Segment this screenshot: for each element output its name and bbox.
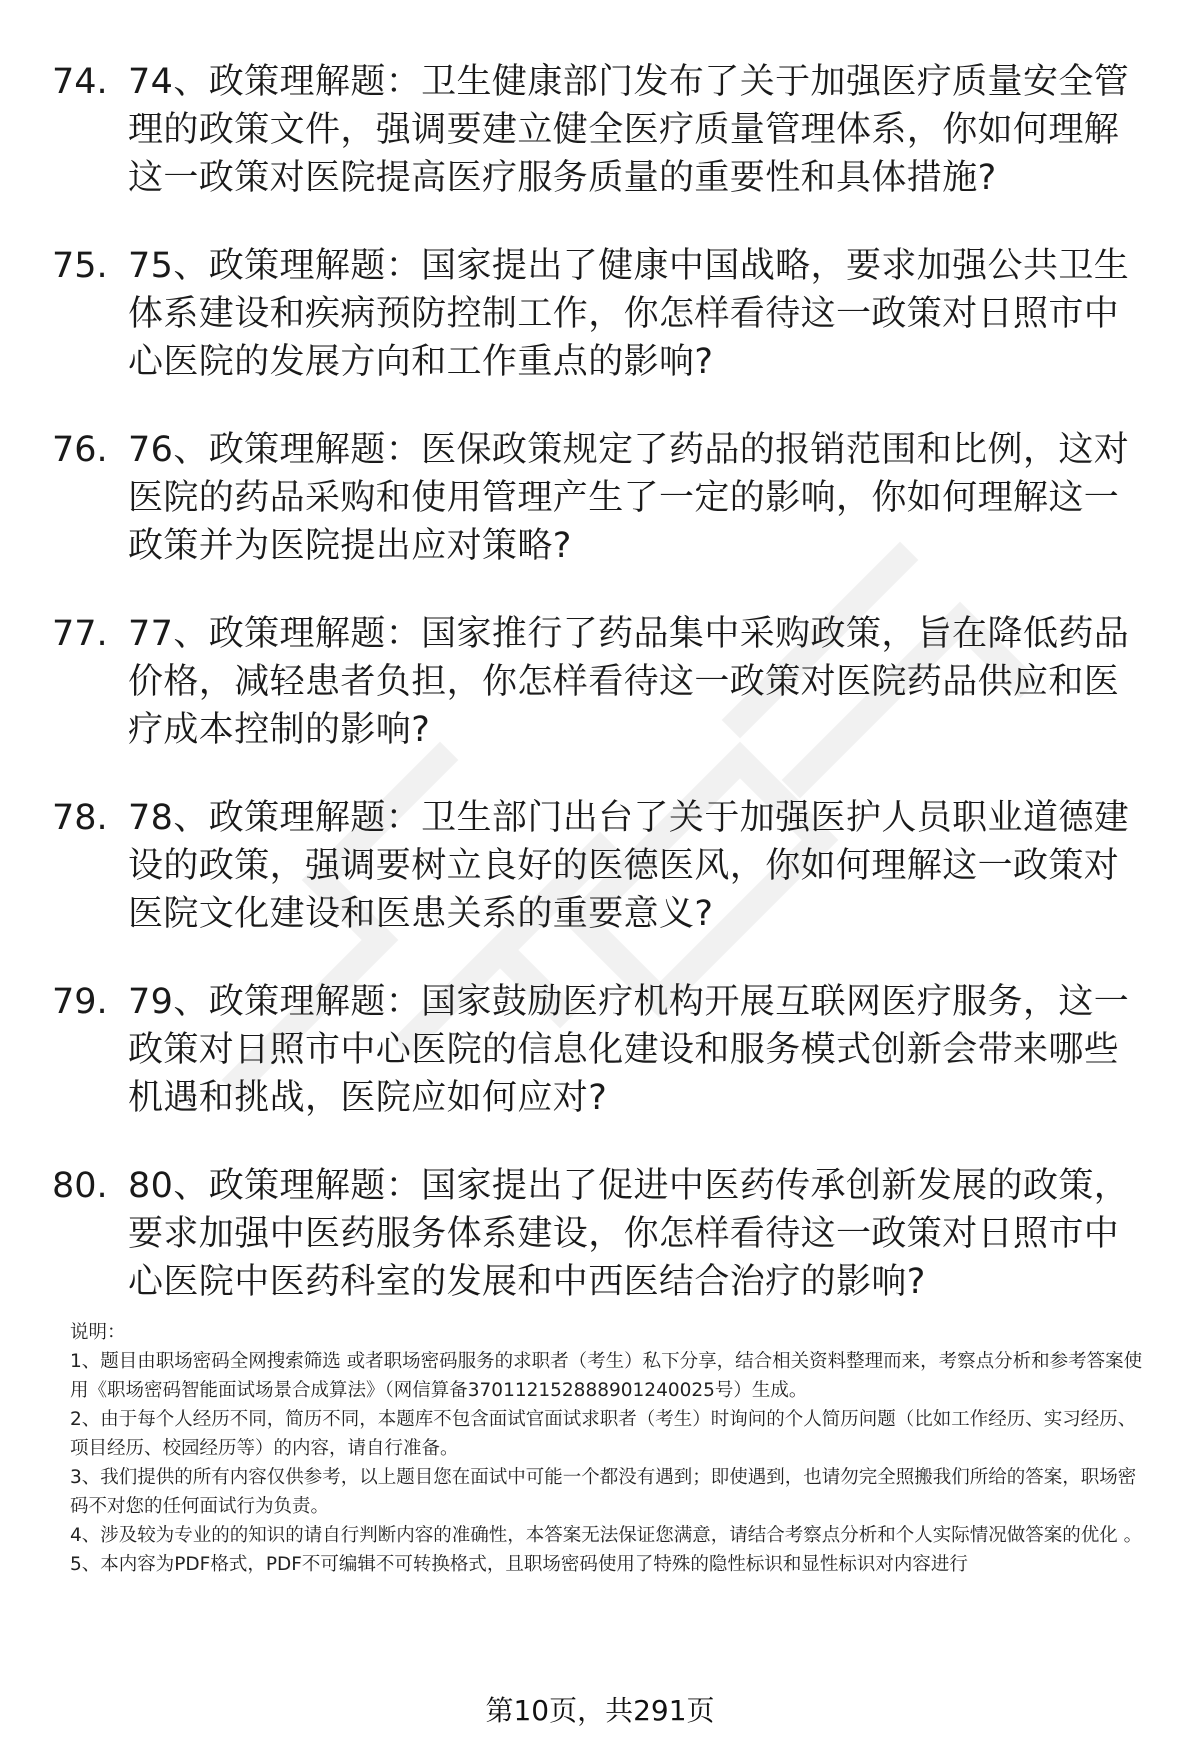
question-number: 80. [52, 1166, 108, 1206]
question-item [52, 978, 1142, 1122]
question-number: 74. [52, 62, 108, 102]
question-item [52, 1162, 1142, 1306]
question-text: 78、政策理解题：卫生部门出台了关于加强医护人员职业道德建设的政策，强调要树立良好的医德医风，你如何理解这一政策对医院文化建设和医患关系的重要意义? [128, 798, 1130, 934]
note-item: 2、由于每个人经历不同，简历不同，本题库不包含面试官面试求职者（考生）时询问的个人简历问题（比如工作经历、实习经历、项目经历、校园经历等）的内容，请自行准备。 [70, 1409, 1137, 1459]
note-item: 1、题目由职场密码全网搜索筛选 或者职场密码服务的求职者（考生）私下分享，结合相关资料整理而来，考察点分析和参考答案使用《职场密码智能面试场景合成算法》（网信算备370112152888901240025号）生成。 [70, 1351, 1143, 1401]
question-text: 80、政策理解题：国家提出了促进中医药传承创新发展的政策，要求加强中医药服务体系建设，你怎样看待这一政策对日照市中心医院中医药科室的发展和中西医结合治疗的影响? [128, 1166, 1130, 1302]
question-text: 77、政策理解题：国家推行了药品集中采购政策，旨在降低药品价格，减轻患者负担，你怎样看待这一政策对医院药品供应和医疗成本控制的影响? [128, 614, 1130, 750]
question-number: 75. [52, 246, 108, 286]
question-item [52, 242, 1142, 386]
note-item: 5、本内容为PDF格式，PDF不可编辑不可转换格式，且职场密码使用了特殊的隐性标识和显性标识对内容进行 [70, 1554, 968, 1575]
question-text: 74、政策理解题：卫生健康部门发布了关于加强医疗质量安全管理的政策文件，强调要建立健全医疗质量管理体系，你如何理解这一政策对医院提高医疗服务质量的重要性和具体措施? [128, 62, 1130, 198]
question-number: 78. [52, 798, 108, 838]
question-number: 76. [52, 430, 108, 470]
question-item [52, 610, 1142, 754]
note-item: 3、我们提供的所有内容仅供参考，以上题目您在面试中可能一个都没有遇到；即使遇到，也请勿完全照搬我们所给的答案，职场密码不对您的任何面试行为负责。 [70, 1467, 1137, 1517]
question-item [52, 426, 1142, 570]
question-text: 79、政策理解题：国家鼓励医疗机构开展互联网医疗服务，这一政策对日照市中心医院的信息化建设和服务模式创新会带来哪些机遇和挑战，医院应如何应对? [128, 982, 1130, 1118]
question-number: 79. [52, 982, 108, 1022]
question-list [52, 58, 1142, 1346]
question-item [52, 58, 1142, 202]
note-item: 4、涉及较为专业的的知识的请自行判断内容的准确性，本答案无法保证您满意，请结合考察点分析和个人实际情况做答案的优化 。 [70, 1525, 1143, 1546]
question-text: 75、政策理解题：国家提出了健康中国战略，要求加强公共卫生体系建设和疾病预防控制工作，你怎样看待这一政策对日照市中心医院的发展方向和工作重点的影响? [128, 246, 1130, 382]
question-item [52, 794, 1142, 938]
page-number-footer: 第10页，共291页 [485, 1694, 715, 1727]
question-number: 77. [52, 614, 108, 654]
question-text: 76、政策理解题：医保政策规定了药品的报销范围和比例，这对医院的药品采购和使用管理产生了一定的影响，你如何理解这一政策并为医院提出应对策略? [128, 430, 1130, 566]
notes-title: 说明： [70, 1322, 126, 1343]
notes-section [70, 1318, 1150, 1579]
